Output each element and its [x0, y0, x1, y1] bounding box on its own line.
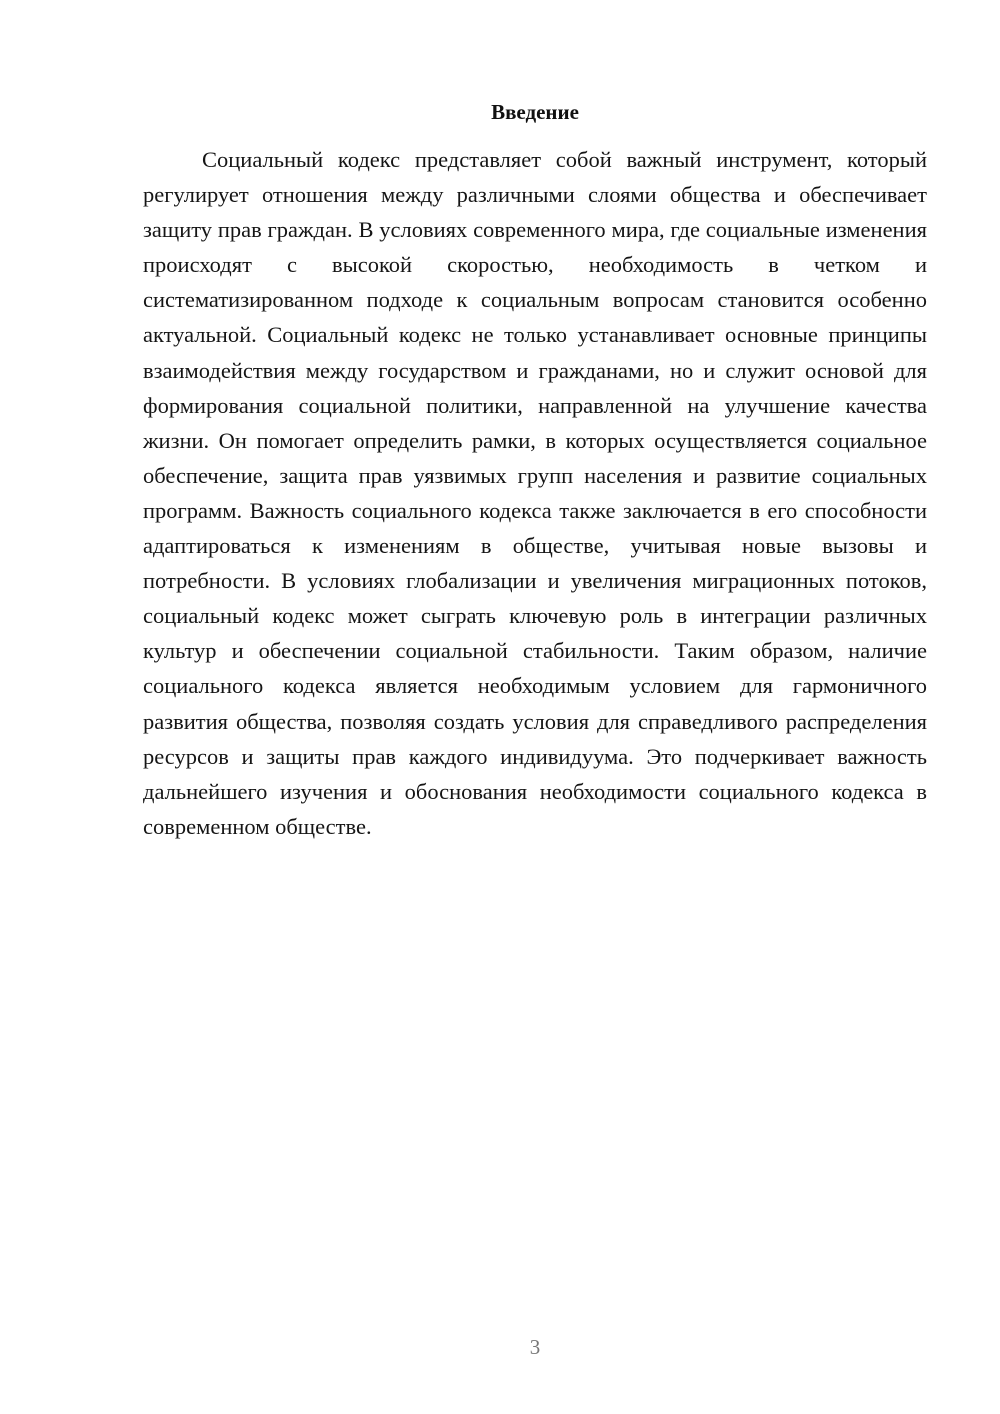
body-paragraph: Социальный кодекс представляет собой важный инструмент, который регулирует отношения между различными слоями общества и обеспечивает защиту прав граждан. В условиях современного мира, где социальные изменения происходят с высокой скоростью, необходимость в четком и систематизированном подходе к социальным вопросам становится особенно актуальной. Социальный кодекс не только устанавливает основные принципы взаимодействия между государством и гражданами, но и служит основой для формирования социальной политики, направленной на улучшение качества жизни. Он помогает определить рамки, в которых осуществляется социальное обеспечение, защита прав уязвимых групп населения и развитие социальных программ. Важность социального кодекса также заключается в его способности адаптироваться к изменениям в обществе, учитывая новые вызовы и потребности. В условиях глобализации и увеличения миграционных потоков, социальный кодекс может сыграть ключевую роль в интеграции различных культур и обеспечении социальной стабильности. Таким образом, наличие социального кодекса является необходимым условием для гармоничного развития общества, позволяя создать условия для справедливого распределения ресурсов и защиты прав каждого индивидуума. Это подчеркивает важность дальнейшего изучения и обоснования необходимости социального кодекса в современном обществе.: [143, 147, 927, 839]
page-number: 3: [529, 1335, 541, 1359]
section-heading: Введение: [491, 100, 579, 124]
